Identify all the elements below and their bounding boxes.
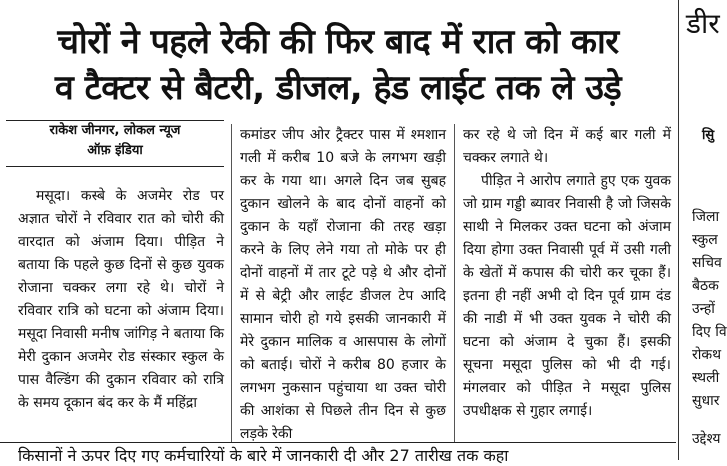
next-article-fragment (0, 444, 676, 465)
adjacent-headline-fragment: डीर (686, 7, 720, 40)
headline-line-1: चोरों ने पहले रेकी की फिर बाद में रात को कार (57, 22, 619, 62)
column-divider-2 (454, 124, 455, 442)
byline-author: राकेश जीनगर, लोकल न्यूज (49, 123, 181, 138)
adjacent-line: सचिव (692, 255, 722, 271)
article-bottom-rule (0, 442, 676, 443)
adjacent-line: उन्हों (692, 301, 715, 317)
adjacent-line: सुधार (692, 393, 720, 409)
adjacent-article-fragment (680, 0, 727, 460)
adjacent-line: उद्देश्य (692, 431, 721, 447)
adjacent-line: स्थली (692, 370, 720, 386)
page-column-divider (678, 0, 679, 460)
article-column-2: कमांडर जीप ओर ट्रैक्टर पास में श्मशान गली में करीब 10 बजे के लगभग खड़ी कर के गया था। अगले दिन जब सुबह दुकान खोलने के बाद दोनों वाहनों को दुकान के यहाँ रोजाना की तरह खड़ा करने के लिए लेने गया तो मोके पर ही दोनों वाहनों में तार टूटे पड़े थे और दोनों में से बेट्री और लाईट डीजल टेप आदि सामान चोरी हो गये इसकी जानकारी में मेरे दुकान मालिक व आसपास के लोगों को बताई। चोरों ने करीब 80 हजार के लगभग नुकसान पहुंचाया था उक्त चोरी की आशंका से पिछले तीन दिन से कुछ लड़के रेकी (240, 127, 446, 442)
adjacent-line: स्कुल (692, 232, 718, 248)
adjacent-line: जिला (692, 209, 720, 225)
next-article-text: किसानों ने ऊपर दिए गए कर्मचारियों के बारे में जानकारी दी और 27 तारीख तक कहा (18, 446, 509, 465)
article-column-3 (463, 124, 671, 423)
byline-publication: ऑफ़ इंडिया (87, 143, 143, 158)
adjacent-line: दिए वि (692, 324, 727, 340)
byline-bottom-rule (6, 166, 224, 167)
column-3-paragraph-1: कर रहे थे जो दिन में कई बार गली में चक्कर लगाते थे। (463, 127, 671, 166)
adjacent-byline-fragment: सुि (702, 128, 715, 143)
byline (6, 121, 224, 161)
article-column-1: मसूदा। कस्बे के अजमेर रोड पर अज्ञात चोरों ने रविवार रात को चोरी की वारदात को अंजाम दिया। पीड़ित ने बताया कि पहले कुछ दिनों से कुछ युवक रोजाना चक्कर लगा रहे थे। चोरों ने रविवार रात्रि को घटना को अंजाम दिया। मसूदा निवासी मनीष जांगिड़ ने बताया कि मेरी दुकान अजमेर रोड संस्कार स्कुल के पास वैल्डिंग की दुकान रविवार को रात्रि के समय दूकान बंद कर के मैं महिंद्रा (18, 188, 224, 411)
column-3-paragraph-2: पीड़ित ने आरोप लगाते हुए एक युवक जो ग्राम गड्डी ब्यावर निवासी है जो जिसके साथी ने मिलकर उक्त घटना को अंजाम दिया होगा उक्त निवासी पूर्व में उसी गली के खेतों में कपास की चोरी कर चूका हैं। इतना ही नहीं अभी दो दिन पूर्व ग्राम दंड की नाडी में भी उक्त युवक ने चोरी की घटना को अंजाम दे चुका हैं। इसकी सूचना मसूदा पुलिस को भी दी गई। मंगलवार को पीड़ित ने मसूदा पुलिस उपधीक्षक से गुहार लगाई। (463, 173, 671, 419)
column-divider-1 (231, 124, 232, 442)
adjacent-line: रोकथ (692, 347, 722, 363)
headline-line-2: व टैक्टर से बैटरी, डीजल, हेड लाईट तक ले उड़े (54, 68, 622, 108)
adjacent-line: बैठक (692, 278, 719, 294)
